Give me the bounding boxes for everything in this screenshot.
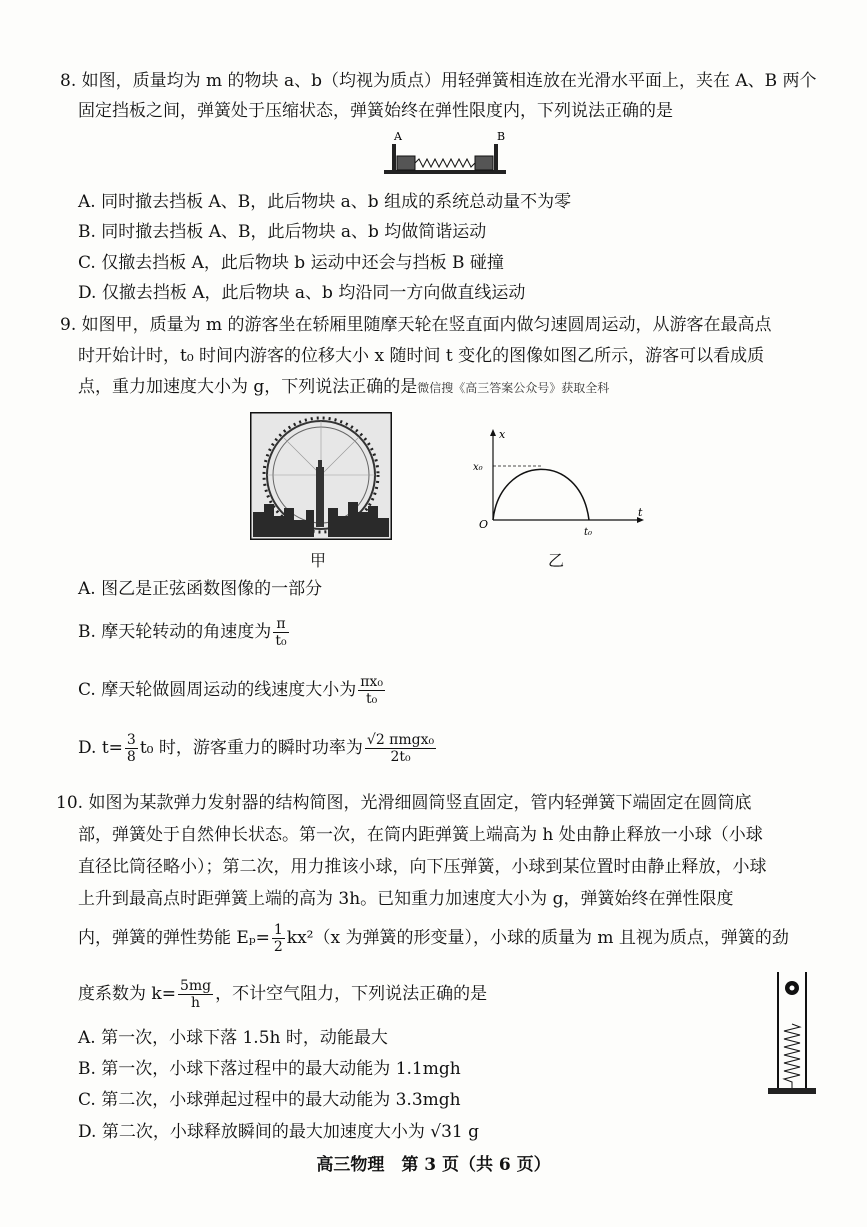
graph-origin-label: O bbox=[479, 518, 489, 531]
graph-y-axis-label: x bbox=[499, 428, 506, 441]
q9-stem-text: 点，重力加速度大小为 g，下列说法正确的是 bbox=[78, 377, 418, 397]
q10-half-fraction: $\frac{1}{2}$ bbox=[273, 922, 283, 955]
q8-stem-line2: 固定挡板之间，弹簧处于压缩状态，弹簧始终在弹性限度内，下列说法正确的是 bbox=[78, 101, 673, 121]
q9-option-b-fraction: $\frac{\pi}{\text{t₀}}$ bbox=[275, 616, 287, 649]
q8-option-d[interactable]: D. 仅撤去挡板 A，此后物块 a、b 均沿同一方向做直线运动 bbox=[78, 283, 526, 303]
q9-option-d-power-fraction: $\frac{\text{√2 πmgx₀}}{\text{2t₀}}$ bbox=[366, 732, 435, 765]
q9-option-c[interactable] bbox=[78, 674, 387, 707]
q10-spring-tube-figure bbox=[764, 968, 820, 1100]
q9-option-c-text: C. 摩天轮做圆周运动的线速度大小为 bbox=[78, 680, 357, 700]
q10-k-fraction: $\frac{5mg}{h}$ bbox=[179, 978, 212, 1011]
q9-option-d-mid: t₀ 时，游客重力的瞬时功率为 bbox=[139, 738, 363, 758]
watermark: 微信搜《高三答案公众号》获取全科 bbox=[417, 381, 610, 395]
graph-x0-label: x₀ bbox=[473, 462, 483, 473]
q10-stem-line3: 直径比筒径略小）；第二次，用力推该小球，向下压弹簧，小球到某位置时由静止释放，小球 bbox=[78, 857, 767, 877]
ferris-wheel-photo bbox=[250, 412, 392, 540]
q8-option-b[interactable]: B. 同时撤去挡板 A、B，此后物块 a、b 均做简谐运动 bbox=[78, 222, 487, 242]
q10-stem-line4: 上升到最高点时距弹簧上端的高为 3h。已知重力加速度大小为 g，弹簧始终在弹性限度 bbox=[78, 889, 734, 909]
fig-jia-caption: 甲 bbox=[310, 551, 327, 570]
q10-stem-line2: 部，弹簧处于自然伸长状态。第一次，在筒内距弹簧上端高为 h 处由静止释放一小球（小球 bbox=[78, 825, 763, 845]
q9-option-b-text: B. 摩天轮转动的角速度为 bbox=[78, 622, 272, 642]
q8-spring-figure bbox=[380, 128, 510, 178]
q10-option-b[interactable]: B. 第一次，小球下落过程中的最大动能为 1.1mgh bbox=[78, 1059, 461, 1079]
q10-stem-line1: 10. 如图为某款弹力发射器的结构简图，光滑细圆筒竖直固定，管内轻弹簧下端固定在圆筒底 bbox=[56, 793, 752, 813]
q9-option-d[interactable] bbox=[78, 732, 438, 765]
graph-x-axis-label: t bbox=[638, 506, 643, 519]
q10-stem-line6: 度系数为 k= $\frac{5mg}{h}$ ，不计空气阻力，下列说法正确的是 bbox=[78, 978, 488, 1011]
fig-yi-caption: 乙 bbox=[548, 551, 565, 570]
q8-option-c[interactable]: C. 仅撤去挡板 A，此后物块 b 运动中还会与挡板 B 碰撞 bbox=[78, 253, 504, 273]
q10-option-c[interactable]: C. 第二次，小球弹起过程中的最大动能为 3.3mgh bbox=[78, 1090, 461, 1110]
q10-option-d[interactable]: D. 第二次，小球释放瞬间的最大加速度大小为 √31 g bbox=[78, 1122, 479, 1142]
q8-label-a: A bbox=[394, 130, 402, 143]
q9-option-b[interactable] bbox=[78, 616, 291, 649]
q8-label-b: B bbox=[497, 130, 506, 143]
q9-stem-line3 bbox=[78, 376, 609, 399]
q9-option-d-pre: D. t= bbox=[78, 738, 123, 758]
q9-stem-line2: 时开始计时，t₀ 时间内游客的位移大小 x 随时间 t 变化的图像如图乙所示，游客可以看成质 bbox=[78, 346, 765, 366]
q9-stem-line1: 9. 如图甲，质量为 m 的游客坐在轿厢里随摩天轮在竖直面内做匀速圆周运动，从游客在最高点 bbox=[60, 315, 772, 335]
q9-option-d-time-fraction: $\frac{3}{8}$ bbox=[126, 732, 136, 765]
q9-option-c-fraction: $\frac{\text{πx₀}}{\text{t₀}}$ bbox=[360, 674, 383, 707]
q8-stem-line1: 8. 如图，质量均为 m 的物块 a、b（均视为质点）用轻弹簧相连放在光滑水平面上，夹在 A、B 两个 bbox=[60, 71, 817, 91]
q9-option-a[interactable]: A. 图乙是正弦函数图像的一部分 bbox=[78, 579, 323, 599]
q10-option-a[interactable]: A. 第一次，小球下落 1.5h 时，动能最大 bbox=[78, 1028, 388, 1048]
q8-option-a[interactable]: A. 同时撤去挡板 A、B，此后物块 a、b 组成的系统总动量不为零 bbox=[78, 192, 572, 212]
q9-position-graph bbox=[470, 425, 650, 540]
q10-stem-line5: 内，弹簧的弹性势能 Eₚ= $\frac{1}{2}$ kx²（x 为弹簧的形变量），小球的质量为 m 且视为质点，弹簧的劲 bbox=[78, 922, 789, 955]
graph-t0-label: t₀ bbox=[584, 527, 593, 538]
page-footer: 高三物理 第 3 页（共 6 页） bbox=[316, 1155, 551, 1175]
